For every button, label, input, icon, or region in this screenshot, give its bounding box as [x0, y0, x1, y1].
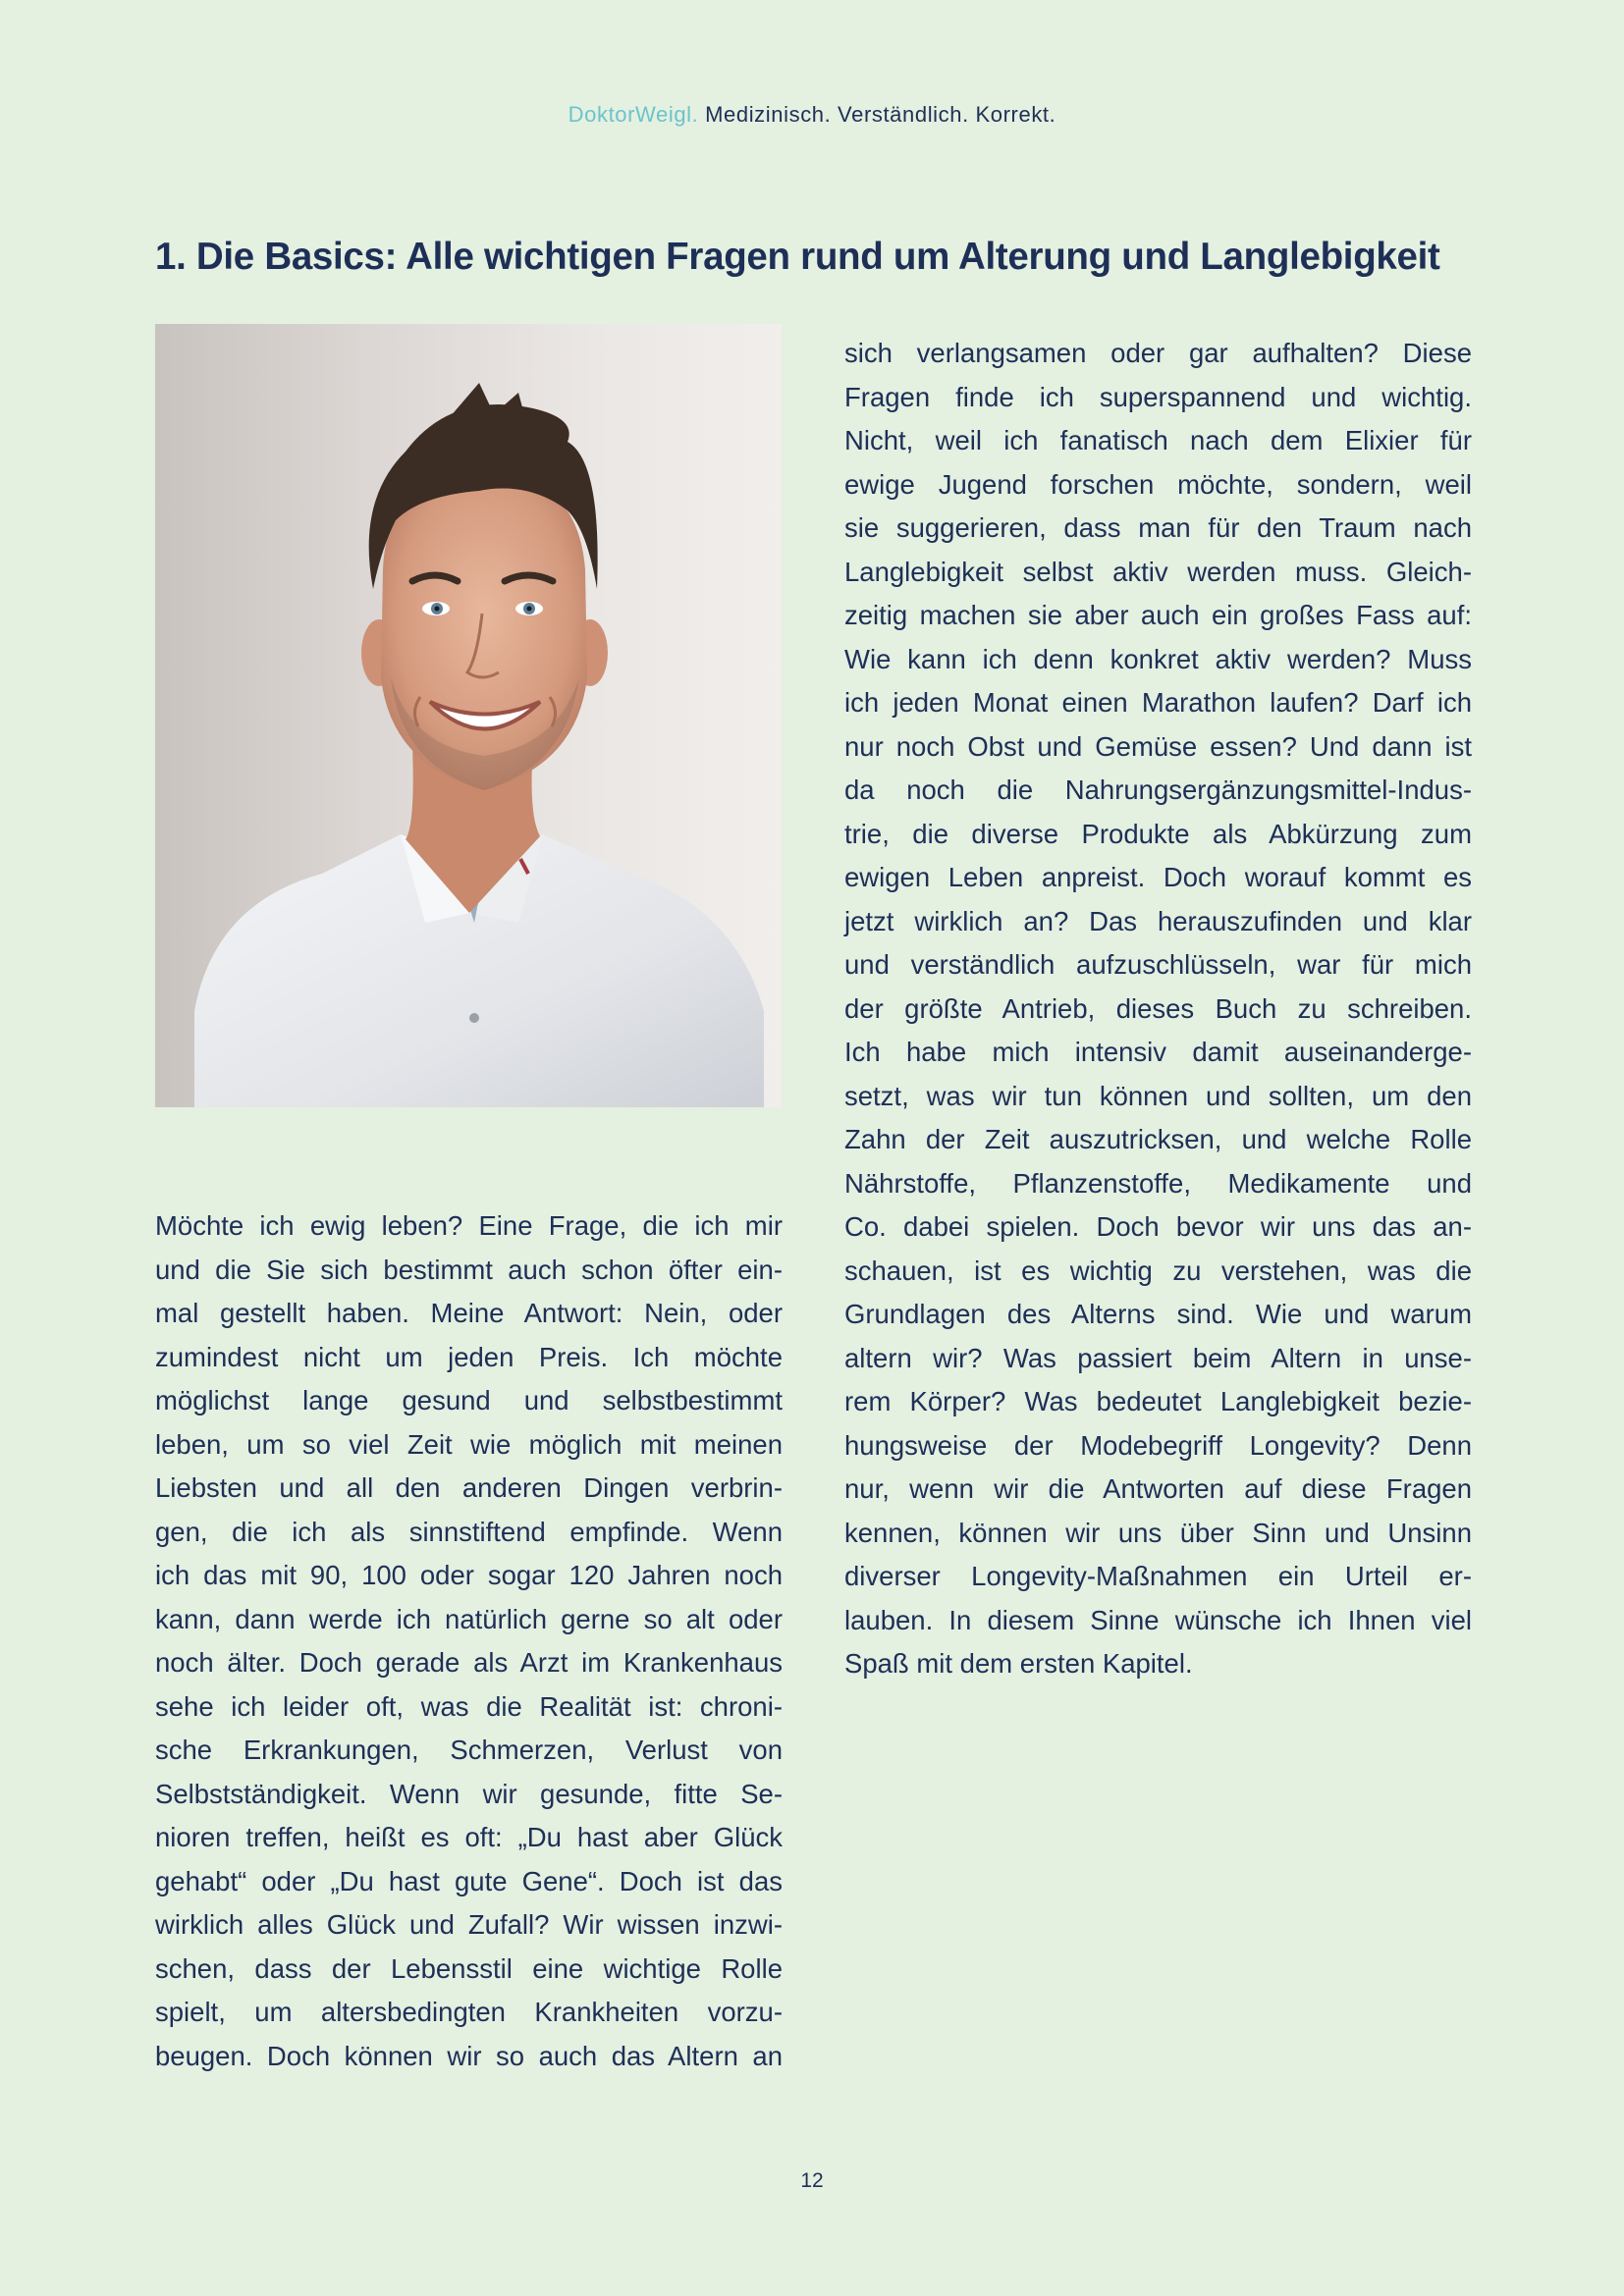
brand-tagline: Medizinisch. Verständlich. Korrekt.: [705, 102, 1056, 127]
body-text-line: Nährstoffe, Pflanzenstoffe, Medikamente und: [844, 1167, 1472, 1199]
body-text-line: Wie kann ich denn konkret aktiv werden? Muss: [844, 643, 1472, 674]
body-text-line: zumindest nicht um jeden Preis. Ich möchte: [155, 1341, 783, 1372]
body-text-line: Spaß mit dem ersten Kapitel.: [844, 1648, 1193, 1679]
body-text-line: hungsweise der Modebegriff Longevity? Denn: [844, 1429, 1472, 1461]
body-text-line: Grundlagen des Alterns sind. Wie und warum: [844, 1299, 1472, 1329]
body-text-line: kennen, können wir uns über Sinn und Unsinn: [844, 1517, 1472, 1548]
body-text-line: altern wir? Was passiert beim Altern in unse-: [844, 1342, 1472, 1373]
body-text-line: sche Erkrankungen, Schmerzen, Verlust von: [155, 1735, 783, 1765]
brand-name: DoktorWeigl.: [568, 102, 699, 127]
body-text-line: beugen. Doch können wir so auch das Altern an: [155, 2040, 783, 2071]
body-text-line: sie suggerieren, dass man für den Traum nach: [844, 512, 1472, 543]
body-text-line: Möchte ich ewig leben? Eine Frage, die ich mir: [155, 1210, 783, 1241]
body-text-line: da noch die Nahrungsergänzungsmittel-Indus-: [844, 774, 1472, 805]
body-text-line: Ich habe mich intensiv damit auseinanderge-: [844, 1037, 1472, 1067]
body-text-line: ewigen Leben anpreist. Doch worauf kommt es: [844, 862, 1472, 892]
page-number: 12: [800, 2169, 824, 2192]
body-text-line: der größte Antrieb, dieses Buch zu schreiben.: [844, 992, 1472, 1024]
body-text-line: jetzt wirklich an? Das herauszufinden und klar: [844, 905, 1472, 936]
body-text-line: nioren treffen, heißt es oft: „Du hast aber Glück: [155, 1822, 783, 1852]
body-text-right-column: [844, 332, 1472, 1686]
body-text-line: spielt, um altersbedingten Krankheiten vorzu-: [155, 1997, 783, 2027]
body-text-line: mal gestellt haben. Meine Antwort: Nein, oder: [155, 1298, 783, 1328]
body-text-line: gehabt“ oder „Du hast gute Gene“. Doch ist das: [155, 1865, 783, 1896]
body-text-line: Co. dabei spielen. Doch bevor wir uns das an-: [844, 1211, 1472, 1242]
body-text-line: sich verlangsamen oder gar aufhalten? Diese: [844, 338, 1472, 368]
body-text-line: ewige Jugend forschen möchte, sondern, weil: [844, 468, 1472, 500]
body-text-line: und die Sie sich bestimmt auch schon öfter ein-: [155, 1254, 783, 1285]
author-portrait-photo: [155, 324, 782, 1107]
body-text-line: trie, die diverse Produkte als Abkürzung zum: [844, 818, 1472, 849]
body-text-line: leben, um so viel Zeit wie möglich mit meinen: [155, 1428, 783, 1460]
body-text-line: Langlebigkeit selbst aktiv werden muss. Gleich-: [844, 556, 1472, 587]
body-text-line: sehe ich leider oft, was die Realität ist: chroni-: [155, 1690, 783, 1722]
body-text-line: Liebsten und all den anderen Dingen verbrin-: [155, 1472, 783, 1503]
body-text-line: wirklich alles Glück und Zufall? Wir wissen inzwi-: [155, 1909, 783, 1940]
body-text-line: nur, wenn wir die Antworten auf diese Fragen: [844, 1473, 1472, 1504]
body-text-line: möglichst lange gesund und selbstbestimmt: [155, 1385, 783, 1415]
body-text-line: diverser Longevity-Maßnahmen ein Urteil er-: [844, 1561, 1472, 1591]
body-text-line: Nicht, weil ich fanatisch nach dem Elixier für: [844, 425, 1472, 455]
body-text-line: ich das mit 90, 100 oder sogar 120 Jahren noch: [155, 1560, 783, 1590]
body-text-line: rem Körper? Was bedeutet Langlebigkeit bezie-: [844, 1386, 1472, 1416]
body-text-line: lauben. In diesem Sinne wünsche ich Ihnen viel: [844, 1604, 1472, 1635]
body-text-line: nur noch Obst und Gemüse essen? Und dann ist: [844, 730, 1472, 762]
body-text-line: zeitig machen sie aber auch ein großes Fass auf:: [844, 600, 1472, 630]
body-text-line: Selbstständigkeit. Wenn wir gesunde, fitte Se-: [155, 1778, 783, 1809]
running-header: [0, 102, 1624, 128]
chapter-title: 1. Die Basics: Alle wichtigen Fragen rund um Alterung und Langlebigkeit: [155, 236, 1440, 278]
body-text-line: setzt, was wir tun können und sollten, um den: [844, 1080, 1472, 1111]
body-text-line: Zahn der Zeit auszutricksen, und welche Rolle: [844, 1124, 1472, 1154]
body-text-line: schauen, ist es wichtig zu verstehen, was die: [844, 1255, 1472, 1286]
body-text-line: Fragen finde ich superspannend und wichtig.: [844, 381, 1472, 412]
body-text-line: schen, dass der Lebensstil eine wichtige Rolle: [155, 1952, 783, 1984]
body-text-line: ich jeden Monat einen Marathon laufen? Darf ich: [844, 687, 1472, 718]
body-text-left-column: [155, 1204, 783, 2078]
body-text-line: gen, die ich als sinnstiftend empfinde. Wenn: [155, 1516, 783, 1547]
body-text-line: noch älter. Doch gerade als Arzt im Krankenhaus: [155, 1647, 783, 1678]
body-text-line: kann, dann werde ich natürlich gerne so alt oder: [155, 1603, 783, 1634]
body-text-line: und verständlich aufzuschlüsseln, war für mich: [844, 949, 1472, 980]
